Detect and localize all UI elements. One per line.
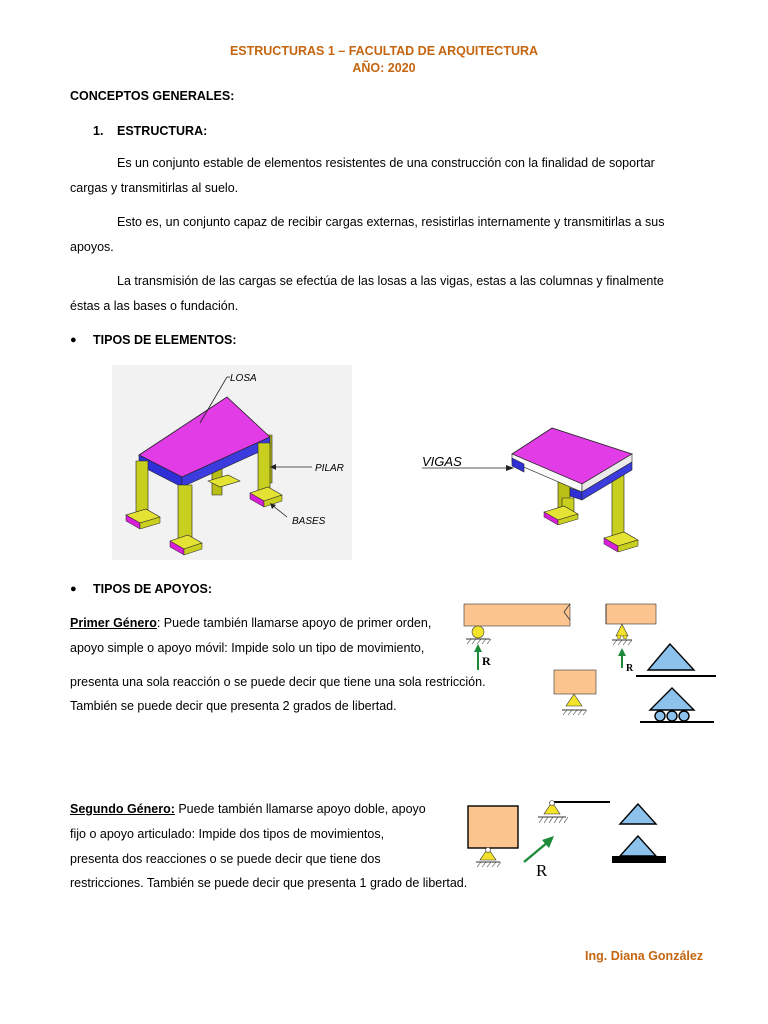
roller-support-diagrams: [460, 600, 720, 730]
structure-diagram-labeled: [112, 365, 352, 560]
segundo-genero-line-1-rest: Puede también llamarse apoyo doble, apoyo: [174, 802, 426, 816]
segundo-genero-line-1: [70, 802, 426, 816]
section-title: CONCEPTOS GENERALES:: [70, 89, 235, 103]
label-losa: LOSA: [230, 373, 257, 384]
item-number: 1.: [93, 124, 104, 138]
tipos-elementos-title: TIPOS DE ELEMENTOS:: [93, 333, 237, 347]
document-header-year: AÑO: 2020: [352, 61, 416, 75]
paragraph-3-line-2: éstas a las bases o fundación.: [70, 299, 239, 313]
segundo-genero-line-4: restricciones. También se puede decir que presenta 1 grado de libertad.: [70, 876, 468, 890]
reaction-label-primer-2: R: [626, 663, 634, 674]
primer-genero-line-3: presenta una sola reacción o se puede decir que tiene una sola restricción.: [70, 675, 486, 689]
segundo-genero-line-2: fijo o apoyo articulado: Impide dos tipos de movimientos,: [70, 827, 385, 841]
beams-diagram: [420, 420, 640, 560]
reaction-label-segundo: R: [536, 861, 548, 880]
primer-genero-line-4: También se puede decir que presenta 2 grados de libertad.: [70, 699, 397, 713]
segundo-genero-line-3: presenta dos reacciones o se puede decir que tiene dos: [70, 852, 381, 866]
primer-genero-line-1: [70, 616, 431, 630]
primer-genero-term: Primer Género: [70, 616, 157, 630]
reaction-label-primer: R: [482, 654, 491, 668]
segundo-genero-term: Segundo Género:: [70, 802, 175, 816]
paragraph-2-line-2: apoyos.: [70, 240, 114, 254]
bullet-icon: ●: [70, 583, 77, 595]
tipos-apoyos-title: TIPOS DE APOYOS:: [93, 582, 213, 596]
paragraph-3-line-1: La transmisión de las cargas se efectúa de las losas a las vigas, estas a las columnas y finalmente: [117, 274, 664, 288]
paragraph-1-line-2: cargas y transmitirlas al suelo.: [70, 181, 239, 195]
label-bases: BASES: [292, 516, 326, 527]
document-header-title: ESTRUCTURAS 1 – FACULTAD DE ARQUITECTURA: [229, 44, 539, 58]
paragraph-2-line-1: Esto es, un conjunto capaz de recibir cargas externas, resistirlas internamente y transmitirlas a sus: [117, 215, 665, 229]
primer-genero-line-1-rest: : Puede también llamarse apoyo de primer orden,: [156, 616, 432, 630]
item-title: ESTRUCTURA:: [117, 124, 208, 138]
bullet-icon: ●: [70, 334, 77, 346]
label-vigas: VIGAS: [422, 454, 462, 469]
primer-genero-line-2: apoyo simple o apoyo móvil: Impide solo un tipo de movimiento,: [70, 641, 425, 655]
author-footer: Ing. Diana González: [585, 949, 704, 963]
label-pilar: PILAR: [315, 463, 344, 474]
pin-support-diagrams: [462, 792, 682, 882]
paragraph-1-line-1: Es un conjunto estable de elementos resistentes de una construcción con la finalidad de soportar: [117, 156, 655, 170]
